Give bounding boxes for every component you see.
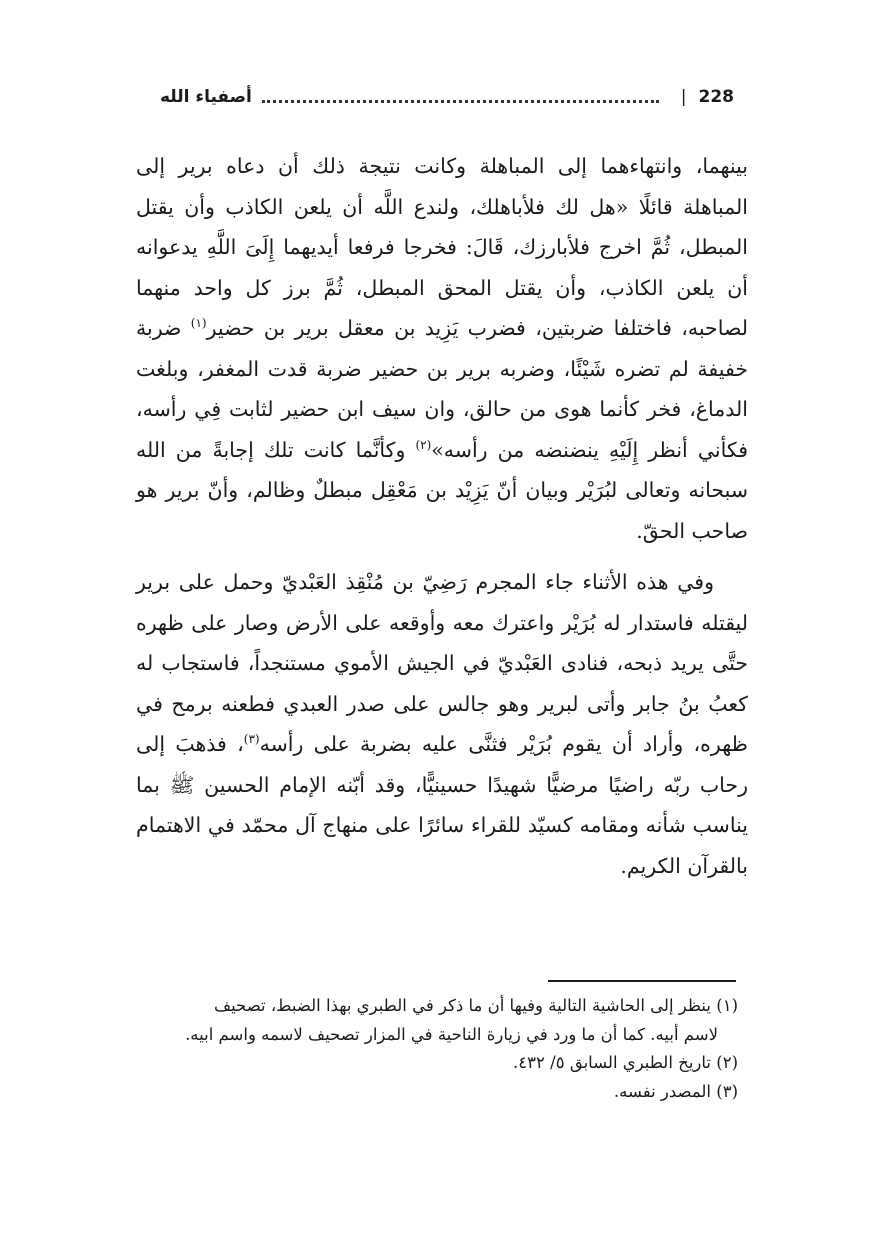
paragraph-2-part-1: وفي هذه الأثناء جاء المجرم رَضِيّ بن مُنْقِذ العَبْديّ وحمل على برير ليقتله فاستدار له بُرَيْر واعترك معه وأوقعه على الأرض وصار على ظهره حتَّى يريد ذبحه، فنادى العَبْديّ في الجيش الأموي مستنجداً، فاستجاب له كعبُ بنُ جابر وأتى لبرير وهو جالس على صدر العبدي فطعنه برمح في ظهره، وأراد أن يقوم بُرَيْر فثنَّى عليه بضربة على رأسه bbox=[136, 570, 748, 756]
footnotes bbox=[136, 992, 738, 1106]
paragraph-1-part-2: ضربة خفيفة لم تضره شَيْئًا، وضربه برير بن حضير ضربة قدت المغفر، وبلغت الدماغ، فخر كأنما هوى من حالق، وان سيف ابن حضير لثابت فِي رأسه، فكأني أنظر إِلَيْهِ ينضنضه من رأسه» bbox=[136, 316, 748, 462]
footnote-3: (٣) المصدر نفسه. bbox=[613, 1081, 738, 1101]
footnote-ref-1: (١) bbox=[190, 316, 207, 331]
paragraph-2 bbox=[136, 562, 748, 886]
paragraph-1-part-3: وكأنَّما كانت تلك إجابةً من الله سبحانه وتعالى لبُرَيْر وبيان أنّ يَزِيْد بن مَعْقِل مبطلٌ وظالم، وأنّ برير هو صاحب الحقّ. bbox=[136, 437, 748, 543]
footnote-ref-3: (٣) bbox=[243, 732, 260, 747]
header-separator: | bbox=[680, 87, 687, 107]
body-text bbox=[136, 146, 748, 886]
paragraph-1-part-1: بينهما، وانتهاءهما إلى المباهلة وكانت نتيجة ذلك أن دعاه برير إلى المباهلة قائلًا «هل لك فلأباهلك، ولندع اللَّه أن يلعن الكاذب وأن يقتل المبطل، ثُمَّ اخرج فلأبارزك، قَالَ: فخرجا فرفعا أيديهما إِلَىَ اللَّهِ يدعوانه أن يلعن الكاذب، وأن يقتل المحق المبطل، ثُمَّ برز كل واحد منهما لصاحبه، فاختلفا ضربتين، فضرب يَزِيد بن معقل برير بن حضير bbox=[136, 154, 748, 340]
book-title: أصفياء الله bbox=[160, 87, 252, 107]
page-number: 228 bbox=[698, 87, 734, 107]
footnote-divider bbox=[548, 980, 736, 982]
running-header bbox=[160, 82, 734, 112]
header-dot-leader bbox=[262, 96, 659, 103]
footnote-1-continuation: لاسم أبيه. كما أن ما ورد في زيارة الناحية في المزار تصحيف لاسمه واسم ابيه. bbox=[185, 1024, 718, 1044]
footnote-1: (١) ينظر إلى الحاشية التالية وفيها أن ما ذكر في الطبري بهذا الضبط، تصحيف bbox=[214, 996, 738, 1015]
footnote-2: (٢) تاريخ الطبري السابق ٥/ ٤٣٢. bbox=[513, 1053, 738, 1072]
paragraph-1 bbox=[136, 146, 748, 551]
paragraph-2-part-2: ، فذهبَ إلى رحاب ربّه راضيًا مرضيًّا شهيدًا حسينيًّا، وقد أبّنه الإمام الحسين ﷺ بما يناسب شأنه ومقامه كسيّد للقراء سائرًا على منهاج آل محمّد في الاهتمام بالقرآن الكريم. bbox=[136, 732, 748, 878]
footnote-ref-2: (٢) bbox=[415, 437, 432, 452]
